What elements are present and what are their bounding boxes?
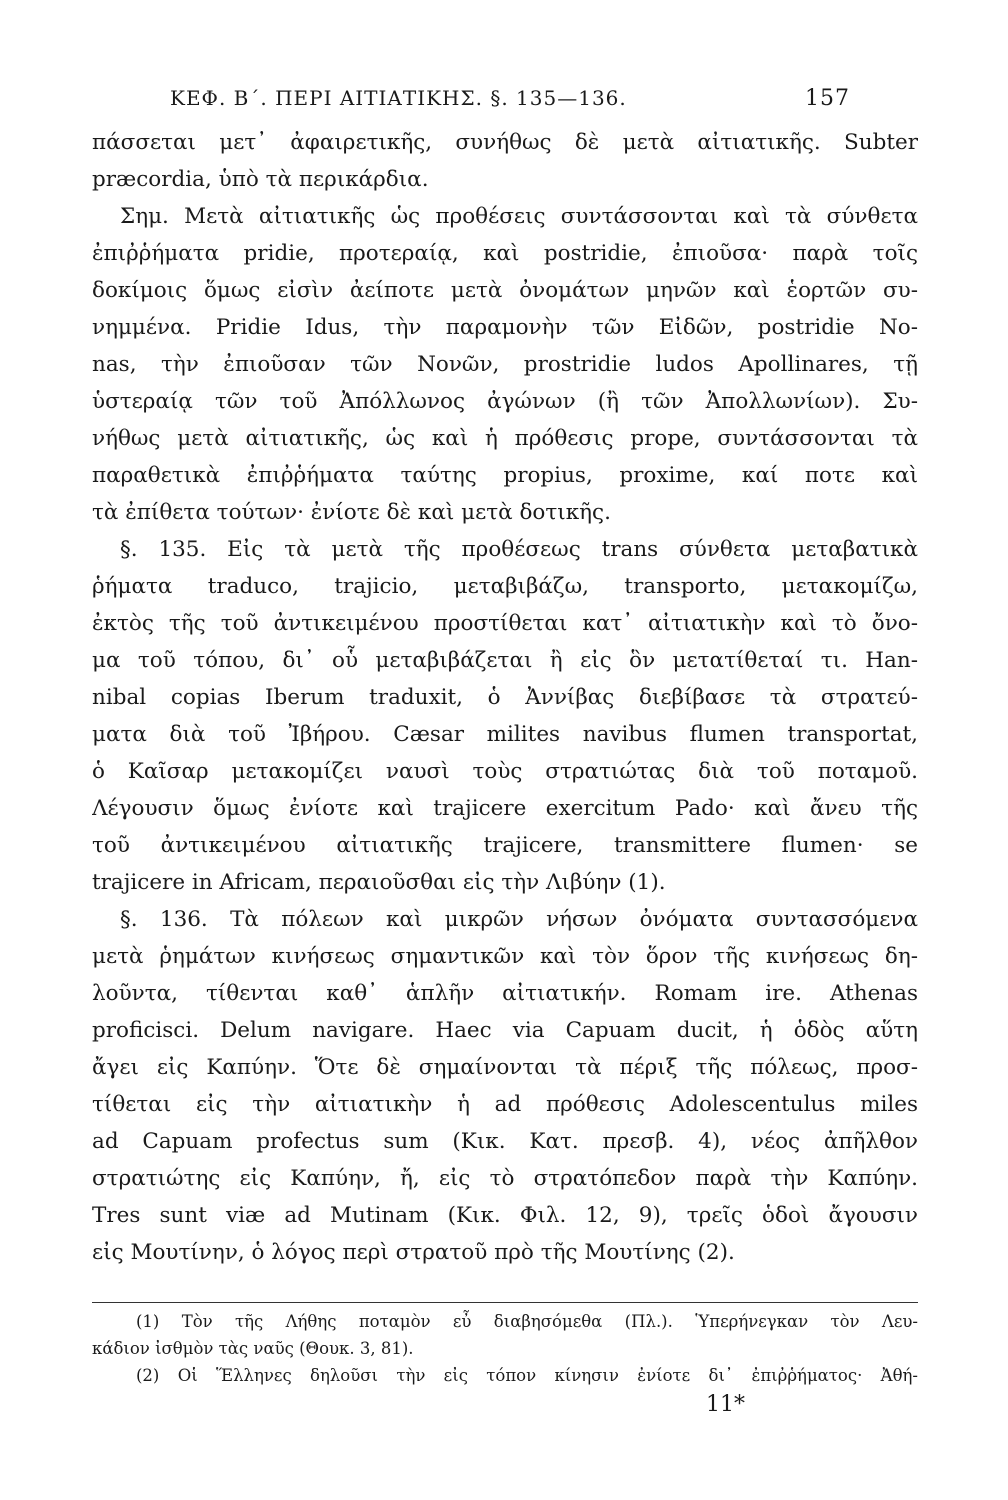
running-title: ΚΕΦ. Β΄. ΠΕΡΙ ΑΙΤΙΑΤΙΚΗΣ. §. 135—136. xyxy=(170,86,627,110)
text-line: στρατιώτης εἰς Καπύην, ἤ, εἰς τὸ στρατόπεδον παρὰ τὴν Καπύην. xyxy=(92,1166,918,1191)
footnote-line: (2) Οἱ Ἕλληνες δηλοῦσι τὴν εἰς τόπον κίνησιν ἐνίοτε δι᾿ ἐπιῤῥήματος· Ἀθή- xyxy=(136,1366,918,1385)
text-line: ἐκτὸς τῆς τοῦ ἀντικειμένου προστίθεται κατ᾿ αἰτιατικὴν καὶ τὸ ὄνο- xyxy=(92,611,918,636)
text-line: μα τοῦ τόπου, δι᾿ οὗ μεταβιβάζεται ἢ εἰς ὃν μετατίθεταί τι. Han- xyxy=(92,648,918,673)
section-heading-136: §. 136. Τὰ πόλεων καὶ μικρῶν νήσων ὀνόματα συντασσόμενα xyxy=(120,907,918,932)
text-line: ἄγει εἰς Καπύην. Ὅτε δὲ σημαίνονται τὰ πέριξ τῆς πόλεως, προσ- xyxy=(92,1055,918,1080)
text-line: ὁ Καῖσαρ μετακομίζει ναυσὶ τοὺς στρατιώτας διὰ τοῦ ποταμοῦ. xyxy=(92,759,918,784)
text-line: Λέγουσιν ὅμως ἐνίοτε καὶ trajicere exercitum Pado· καὶ ἄνευ τῆς xyxy=(92,796,918,821)
text-line: ad Capuam profectus sum (Κικ. Κατ. πρεσβ. 4), νέος ἀπῆλθον xyxy=(92,1129,918,1154)
text-line: μετὰ ῥημάτων κινήσεως σημαντικῶν καὶ τὸν ὅρον τῆς κινήσεως δη- xyxy=(92,944,918,969)
text-line: τοῦ ἀντικειμένου αἰτιατικῆς trajicere, transmittere flumen· se xyxy=(92,833,918,858)
signature-mark: 11* xyxy=(706,1392,745,1417)
text-line: ὑστεραίᾳ τῶν τοῦ Ἀπόλλωνος ἀγώνων (ἢ τῶν Ἀπολλωνίων). Συ- xyxy=(92,389,918,414)
main-text xyxy=(92,124,918,1271)
text-line: πάσσεται μετ᾿ ἀφαιρετικῆς, συνήθως δὲ μετὰ αἰτιατικῆς. Subter xyxy=(92,130,918,155)
text-line: trajicere in Africam, περαιοῦσθαι εἰς τὴν Λιβύην (1). xyxy=(92,870,666,895)
text-line: nas, τὴν ἐπιοῦσαν τῶν Νονῶν, prostridie ludos Apollinares, τῇ xyxy=(92,352,918,377)
text-line: εἰς Μουτίνην, ὁ λόγος περὶ στρατοῦ πρὸ τῆς Μουτίνης (2). xyxy=(92,1240,735,1265)
text-line: proficisci. Delum navigare. Haec via Capuam ducit, ἡ ὁδὸς αὕτη xyxy=(92,1018,918,1043)
text-line: τὰ ἐπίθετα τούτων· ἐνίοτε δὲ καὶ μετὰ δοτικῆς. xyxy=(92,500,611,525)
text-line: νήθως μετὰ αἰτιατικῆς, ὡς καὶ ἡ πρόθεσις prope, συντάσσονται τὰ xyxy=(92,426,918,451)
text-line: Tres sunt viæ ad Mutinam (Κικ. Φιλ. 12, 9), τρεῖς ὁδοὶ ἄγουσιν xyxy=(92,1203,918,1228)
text-line: δοκίμοις ὅμως εἰσὶν ἀείποτε μετὰ ὀνομάτων μηνῶν καὶ ἑορτῶν συ- xyxy=(92,278,918,303)
text-line: λοῦντα, τίθενται καθ᾿ ἁπλῆν αἰτιατικήν. Romam ire. Athenas xyxy=(92,981,918,1006)
footnotes xyxy=(92,1308,918,1389)
text-line: ματα διὰ τοῦ Ἰβήρου. Cæsar milites navibus flumen transportat, xyxy=(92,722,918,747)
text-line: ἐπιῤῥήματα pridie, προτεραίᾳ, καὶ postridie, ἐπιοῦσα· παρὰ τοῖς xyxy=(92,241,918,266)
text-line: præcordia, ὑπὸ τὰ περικάρδια. xyxy=(92,167,429,192)
page-number: 157 xyxy=(805,86,850,111)
text-line: παραθετικὰ ἐπιῤῥήματα ταύτης propius, proxime, καί ποτε καὶ xyxy=(92,463,918,488)
text-line: τίθεται εἰς τὴν αἰτιατικὴν ἡ ad πρόθεσις Adolescentulus miles xyxy=(92,1092,918,1117)
running-header xyxy=(170,86,850,111)
footnote-divider xyxy=(92,1302,918,1303)
text-line: Σημ. Μετὰ αἰτιατικῆς ὡς προθέσεις συντάσσονται καὶ τὰ σύνθετα xyxy=(120,204,918,229)
text-line: ῥήματα traduco, trajicio, μεταβιβάζω, transporto, μετακομίζω, xyxy=(92,574,918,599)
text-line: nibal copias Iberum traduxit, ὁ Ἀννίβας διεβίβασε τὰ στρατεύ- xyxy=(92,685,918,710)
text-line: νημμένα. Pridie Idus, τὴν παραμονὴν τῶν Εἰδῶν, postridie No- xyxy=(92,315,918,340)
footnote-line: (1) Τὸν τῆς Λήθης ποταμὸν εὖ διαβησόμεθα (Πλ.). Ὑπερήνεγκαν τὸν Λευ- xyxy=(136,1312,918,1331)
section-heading-135: §. 135. Εἰς τὰ μετὰ τῆς προθέσεως trans σύνθετα μεταβατικὰ xyxy=(120,537,918,562)
footnote-line: κάδιον ἰσθμὸν τὰς ναῦς (Θουκ. 3, 81). xyxy=(92,1339,414,1358)
